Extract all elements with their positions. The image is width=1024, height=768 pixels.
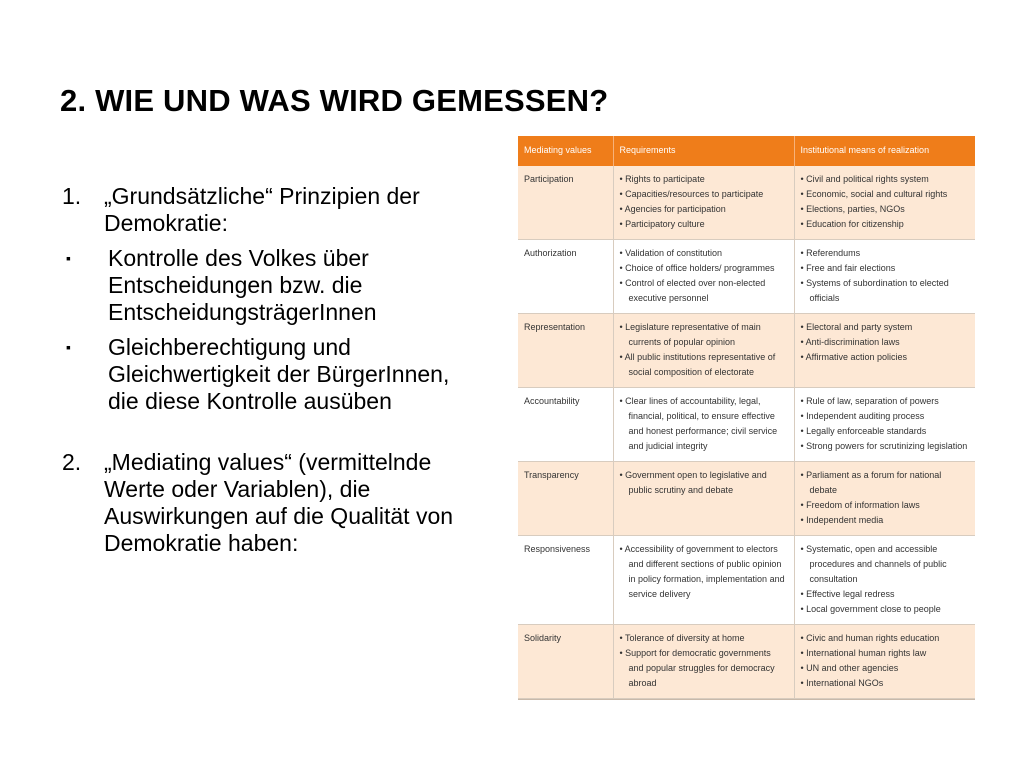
bullet-text: Gleichberechtigung und Gleichwertigkeit der BürgerInnen, die diese Kontrolle ausüben [108,334,450,414]
requirements-cell [613,388,794,462]
requirements-list [620,394,788,454]
list-text: „Mediating values“ (vermittelnde Werte oder Variablen), die Auswirkungen auf die Qualität von Demokratie haben: [104,449,454,556]
requirements-list [620,542,788,602]
table-row [518,314,975,388]
requirements-list [620,468,788,498]
header-requirements: Requirements [613,136,794,166]
list-item: • Choice of office holders/ programmes [620,261,788,276]
institutional-means-cell [794,240,975,314]
requirements-cell [613,240,794,314]
list-item: • Free and fair elections [801,261,970,276]
institutional-means-cell [794,462,975,536]
list-item: • Economic, social and cultural rights [801,187,970,202]
mediating-value-cell: Transparency [518,462,613,536]
institutional-means-cell [794,388,975,462]
table-row [518,240,975,314]
list-item: • Participatory culture [620,217,788,232]
list-item: • Capacities/resources to participate [620,187,788,202]
list-item: • All public institutions representative of social composition of electorate [620,350,788,380]
list-item: • Freedom of information laws [801,498,970,513]
values-table [518,136,975,699]
list-item: • Legislature representative of main currents of popular opinion [620,320,788,350]
table-row [518,462,975,536]
requirements-list [620,172,788,232]
header-institutional-means: Institutional means of realization [794,136,975,166]
left-text-block [62,183,482,557]
means-list [801,172,970,232]
list-item: • International NGOs [801,676,970,691]
list-item: • Rule of law, separation of powers [801,394,970,409]
bullet-item-2 [62,334,482,415]
means-list [801,394,970,454]
means-list [801,631,970,691]
means-list [801,542,970,617]
requirements-cell [613,625,794,699]
institutional-means-cell [794,314,975,388]
list-item-2 [62,449,482,557]
institutional-means-cell [794,166,975,240]
mediating-values-table [518,136,975,700]
list-item: • Legally enforceable standards [801,424,970,439]
requirements-list [620,246,788,306]
list-item-1 [62,183,482,237]
list-text: „Grundsätzliche“ Prinzipien der Demokratie: [104,183,420,236]
list-item: • Civic and human rights education [801,631,970,646]
table-header-row [518,136,975,166]
list-item: • Independent media [801,513,970,528]
square-bullet-icon: ▪ [66,339,71,355]
means-list [801,468,970,528]
table-row [518,166,975,240]
list-item: • Referendums [801,246,970,261]
mediating-value-cell: Representation [518,314,613,388]
mediating-value-cell: Solidarity [518,625,613,699]
list-item: • Civil and political rights system [801,172,970,187]
mediating-value-cell: Accountability [518,388,613,462]
square-bullet-icon: ▪ [66,250,71,266]
bullet-text: Kontrolle des Volkes über Entscheidungen bzw. die EntscheidungsträgerInnen [108,245,377,325]
list-item: • Strong powers for scrutinizing legislation [801,439,970,454]
list-item: • Electoral and party system [801,320,970,335]
slide-title: 2. WIE UND WAS WIRD GEMESSEN? [60,83,609,118]
list-item: • Elections, parties, NGOs [801,202,970,217]
list-item: • Independent auditing process [801,409,970,424]
requirements-cell [613,462,794,536]
institutional-means-cell [794,536,975,625]
list-item: • Tolerance of diversity at home [620,631,788,646]
list-item: • Government open to legislative and public scrutiny and debate [620,468,788,498]
list-item: • Support for democratic governments and popular struggles for democracy abroad [620,646,788,691]
bullet-item-1 [62,245,482,326]
list-number: 1. [62,183,82,209]
list-item: • Systems of subordination to elected officials [801,276,970,306]
requirements-list [620,320,788,380]
list-item: • Anti-discrimination laws [801,335,970,350]
list-item: • Agencies for participation [620,202,788,217]
list-item: • Rights to participate [620,172,788,187]
mediating-value-cell: Participation [518,166,613,240]
list-item: • Validation of constitution [620,246,788,261]
requirements-cell [613,314,794,388]
list-item: • Local government close to people [801,602,970,617]
list-item: • Parliament as a forum for national debate [801,468,970,498]
requirements-cell [613,536,794,625]
institutional-means-cell [794,625,975,699]
mediating-value-cell: Responsiveness [518,536,613,625]
list-item: • Accessibility of government to electors and different sections of public opinion in policy formation, implementation and service delivery [620,542,788,602]
means-list [801,246,970,306]
list-item: • Education for citizenship [801,217,970,232]
means-list [801,320,970,365]
table-row [518,625,975,699]
table-body [518,166,975,699]
header-mediating-values: Mediating values [518,136,613,166]
table-row [518,536,975,625]
list-item: • UN and other agencies [801,661,970,676]
list-item: • Effective legal redress [801,587,970,602]
table-row [518,388,975,462]
mediating-value-cell: Authorization [518,240,613,314]
requirements-cell [613,166,794,240]
list-item: • International human rights law [801,646,970,661]
list-item: • Clear lines of accountability, legal, financial, political, to ensure effective and honest performance; civil service and judicial integrity [620,394,788,454]
list-item: • Systematic, open and accessible procedures and channels of public consultation [801,542,970,587]
list-number: 2. [62,449,82,475]
list-item: • Control of elected over non-elected executive personnel [620,276,788,306]
requirements-list [620,631,788,691]
list-item: • Affirmative action policies [801,350,970,365]
